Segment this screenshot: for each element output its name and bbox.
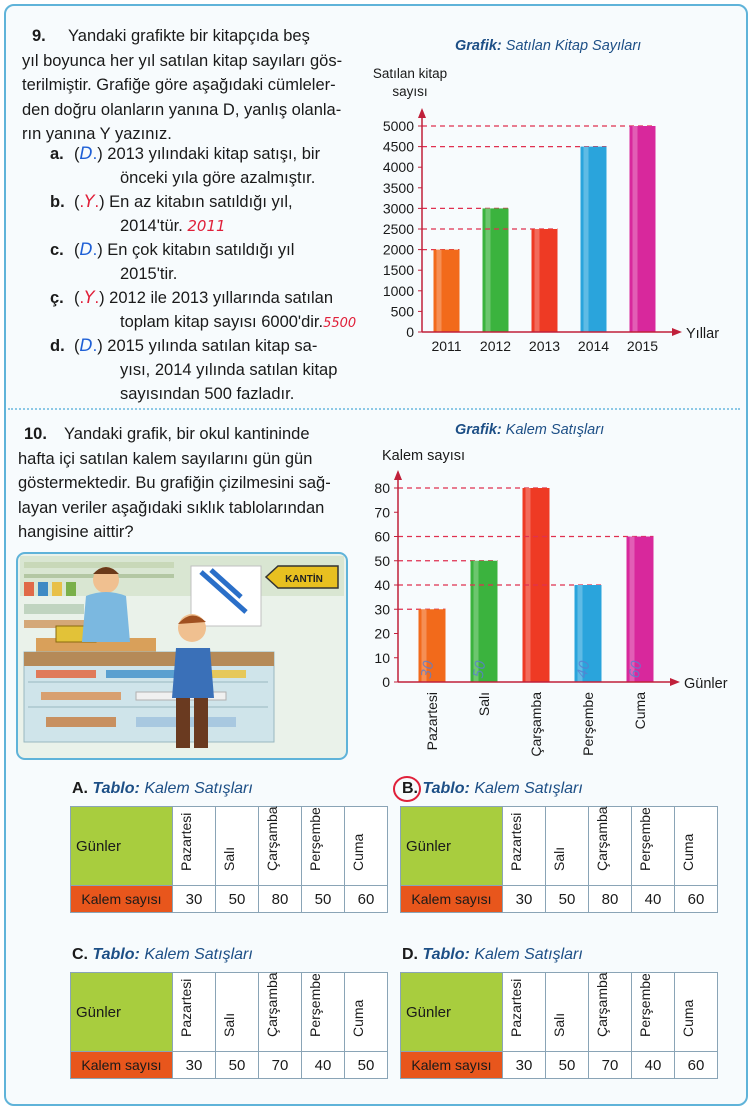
- day-cell: Salı: [216, 973, 259, 1052]
- option-letter[interactable]: D.: [402, 946, 418, 963]
- day-cell: Çarşamba: [259, 807, 302, 886]
- y-tick-label: 60: [374, 528, 390, 545]
- day-cell: Cuma: [675, 807, 718, 886]
- correction-cedilla: 5500: [323, 316, 357, 331]
- y-tick-label: 20: [374, 625, 390, 642]
- q10-line-3: göstermektedir. Bu grafiğin çizilmesini sağ-: [18, 474, 331, 492]
- bar-2012: [483, 208, 509, 332]
- x-tick-label: Perşembe: [580, 692, 596, 756]
- count-cell: 50: [546, 1052, 589, 1079]
- bar-2011: [434, 250, 460, 332]
- day-cell: Cuma: [675, 973, 718, 1052]
- day-cell: Çarşamba: [589, 807, 632, 886]
- count-header: Kalem sayısı: [401, 1052, 503, 1079]
- day-cell: Perşembe: [302, 973, 345, 1052]
- day-cell: Çarşamba: [589, 973, 632, 1052]
- q9-line-4: den doğru olanların yanına D, yanlış olanla-: [22, 100, 342, 119]
- count-header: Kalem sayısı: [401, 886, 503, 913]
- answer-b: Y: [84, 192, 95, 212]
- y-tick-label: 10: [374, 649, 390, 666]
- y-axis-label: Kalem sayısı: [382, 448, 465, 464]
- table-3-title: D. Tablo: Kalem Satışları: [402, 946, 583, 963]
- y-tick-label: 3500: [382, 179, 414, 196]
- y-tick-label: 3000: [382, 200, 414, 217]
- q9-option-d: d. (D.) 2015 yılında satılan kitap sa- yısı, 2014 yılında satılan kitap sayısından 500 fazladır.: [50, 336, 338, 403]
- day-cell: Cuma: [345, 973, 388, 1052]
- count-cell: 30: [173, 1052, 216, 1079]
- x-axis-arrow: [670, 678, 680, 686]
- count-cell: 50: [216, 886, 259, 913]
- y-tick-label: 5000: [382, 118, 414, 134]
- day-cell: Salı: [546, 807, 589, 886]
- x-tick-label: Salı: [476, 692, 492, 717]
- selected-answer-circle: [392, 774, 424, 804]
- x-axis-arrow: [672, 328, 682, 336]
- y-tick-label: 2500: [382, 221, 414, 237]
- count-cell: 80: [589, 886, 632, 913]
- y-axis-arrow: [418, 108, 426, 118]
- q9-option-c: c. (D.) En çok kitabın satıldığı yıl 2015'tir.: [50, 240, 295, 283]
- count-cell: 70: [589, 1052, 632, 1079]
- day-cell: Cuma: [345, 807, 388, 886]
- bar-2014: [581, 147, 607, 332]
- day-cell: Perşembe: [302, 807, 345, 886]
- count-cell: 50: [345, 1052, 388, 1079]
- count-cell: 50: [216, 1052, 259, 1079]
- bar-2015: [630, 126, 656, 332]
- y-tick-label: 500: [390, 303, 414, 320]
- y-axis-label: sayısı: [392, 84, 428, 99]
- x-tick-label: 2011: [431, 338, 462, 354]
- q10-line-2: hafta içi satılan kalem sayılarını gün gün: [18, 449, 313, 468]
- answer-d: D: [79, 336, 93, 356]
- x-tick-label: 2015: [626, 338, 659, 354]
- count-cell: 30: [503, 886, 546, 913]
- y-tick-label: 0: [382, 674, 390, 690]
- day-cell: Pazartesi: [173, 807, 216, 886]
- count-cell: 60: [345, 886, 388, 913]
- day-cell: Çarşamba: [259, 973, 302, 1052]
- q9-stem: [22, 24, 362, 147]
- bar-highlight: [584, 147, 589, 332]
- q9-option-a: a. (D.) 2013 yılındaki kitap satışı, bir önceki yıla göre azalmıştır.: [50, 144, 321, 187]
- count-cell: 30: [173, 886, 216, 913]
- frequency-table-D: [400, 972, 718, 1079]
- y-tick-label: 1000: [382, 282, 414, 299]
- y-tick-label: 50: [374, 552, 390, 569]
- y-tick-label: 80: [374, 480, 390, 496]
- y-tick-label: 30: [374, 601, 390, 618]
- frequency-table-A: [70, 806, 388, 913]
- q9-line-1: 9. Yandaki grafikte bir kitapçıda beş: [22, 24, 362, 49]
- count-cell: 80: [259, 886, 302, 913]
- count-header: Kalem sayısı: [71, 886, 173, 913]
- q9-option-b: b. (.Y.) En az kitabın satıldığı yıl, 2014'tür. 2011: [50, 192, 293, 235]
- y-tick-label: 4000: [382, 159, 414, 176]
- book-sales-chart: [370, 60, 740, 360]
- option-letter[interactable]: B.: [402, 780, 418, 797]
- days-header: Günler: [401, 973, 503, 1052]
- chart2-title: Grafik: Kalem Satışları: [455, 422, 605, 438]
- count-cell: 30: [503, 1052, 546, 1079]
- answer-a: D: [79, 144, 93, 164]
- handwritten-note: 40: [574, 659, 594, 680]
- table-0-title: A. Tablo: Kalem Satışları: [72, 780, 253, 797]
- bar-highlight: [437, 250, 442, 332]
- q10-stem: [18, 422, 368, 545]
- shelf-items: [24, 582, 84, 628]
- q9-number: 9.: [32, 27, 46, 45]
- day-cell: Pazartesi: [503, 973, 546, 1052]
- q9-option-cedilla: ç. (.Y.) 2012 ile 2013 yıllarında satılan toplam kitap sayısı 6000'dir.5500: [50, 288, 357, 331]
- x-axis-label: Günler: [684, 676, 728, 692]
- chart1-title: Grafik: Satılan Kitap Sayıları: [455, 38, 642, 54]
- y-tick-label: 40: [374, 577, 390, 593]
- count-cell: 50: [302, 886, 345, 913]
- x-tick-label: 2013: [528, 338, 561, 354]
- x-tick-label: Çarşamba: [528, 692, 544, 757]
- x-tick-label: Pazartesi: [424, 692, 440, 751]
- q10-line-5: hangisine aittir?: [18, 523, 134, 541]
- pen-sales-chart: [370, 442, 740, 772]
- section-divider: [8, 408, 740, 410]
- canteen-illustration: [16, 552, 348, 760]
- answer-cedilla: Y: [84, 288, 95, 308]
- y-tick-label: 2000: [382, 241, 414, 258]
- days-header: Günler: [401, 807, 503, 886]
- q9-line-3: terilmiştir. Grafiğe göre aşağıdaki cümleler-: [22, 76, 336, 94]
- bar-highlight: [486, 208, 491, 332]
- count-cell: 50: [546, 886, 589, 913]
- y-tick-label: 70: [374, 504, 390, 521]
- x-tick-label: 2014: [577, 338, 610, 354]
- counter-display: [24, 652, 274, 742]
- table-2-title: C. Tablo: Kalem Satışları: [72, 946, 253, 963]
- bar-highlight: [633, 126, 638, 332]
- option-letter[interactable]: A.: [72, 780, 88, 797]
- handwritten-note: 60: [626, 659, 646, 680]
- day-cell: Perşembe: [632, 807, 675, 886]
- count-cell: 60: [675, 886, 718, 913]
- count-cell: 60: [675, 1052, 718, 1079]
- y-tick-label: 1500: [382, 262, 414, 279]
- option-letter[interactable]: C.: [72, 946, 88, 963]
- day-cell: Pazartesi: [503, 807, 546, 886]
- q10-number: 10.: [24, 425, 47, 443]
- kantin-sign: [266, 566, 338, 588]
- frequency-table-C: [70, 972, 388, 1079]
- q10-line-4: layan veriler aşağıdaki sıklık tablolarından: [18, 498, 325, 517]
- count-header: Kalem sayısı: [71, 1052, 173, 1079]
- y-tick-label: 0: [406, 324, 414, 340]
- q9-line-2: yıl boyunca her yıl satılan kitap sayıları gös-: [22, 51, 343, 70]
- day-cell: Perşembe: [632, 973, 675, 1052]
- correction-b: 2011: [187, 217, 226, 235]
- count-cell: 40: [632, 1052, 675, 1079]
- frequency-table-B: [400, 806, 718, 913]
- count-cell: 40: [302, 1052, 345, 1079]
- y-axis-arrow: [394, 470, 402, 480]
- table-1-title: B. Tablo: Kalem Satışları: [402, 780, 583, 797]
- svg-text:KANTİN: KANTİN: [285, 574, 323, 585]
- day-cell: Pazartesi: [173, 973, 216, 1052]
- y-tick-label: 4500: [382, 138, 414, 155]
- x-tick-label: 2012: [479, 338, 512, 354]
- bar-highlight: [535, 229, 540, 332]
- bar-2013: [532, 229, 558, 332]
- days-header: Günler: [71, 807, 173, 886]
- y-axis-label: Satılan kitap: [372, 66, 448, 81]
- handwritten-note: 30: [418, 659, 438, 680]
- x-axis-label: Yıllar: [686, 326, 720, 342]
- q10-line-1: 10. Yandaki grafik, bir okul kantininde: [18, 422, 368, 447]
- days-header: Günler: [71, 973, 173, 1052]
- count-cell: 40: [632, 886, 675, 913]
- day-cell: Salı: [216, 807, 259, 886]
- handwritten-note: 50: [470, 659, 490, 680]
- answer-c: D: [79, 240, 93, 260]
- day-cell: Salı: [546, 973, 589, 1052]
- x-tick-label: Cuma: [632, 692, 648, 730]
- count-cell: 70: [259, 1052, 302, 1079]
- q9-line-5: rın yanına Y yazınız.: [22, 125, 172, 143]
